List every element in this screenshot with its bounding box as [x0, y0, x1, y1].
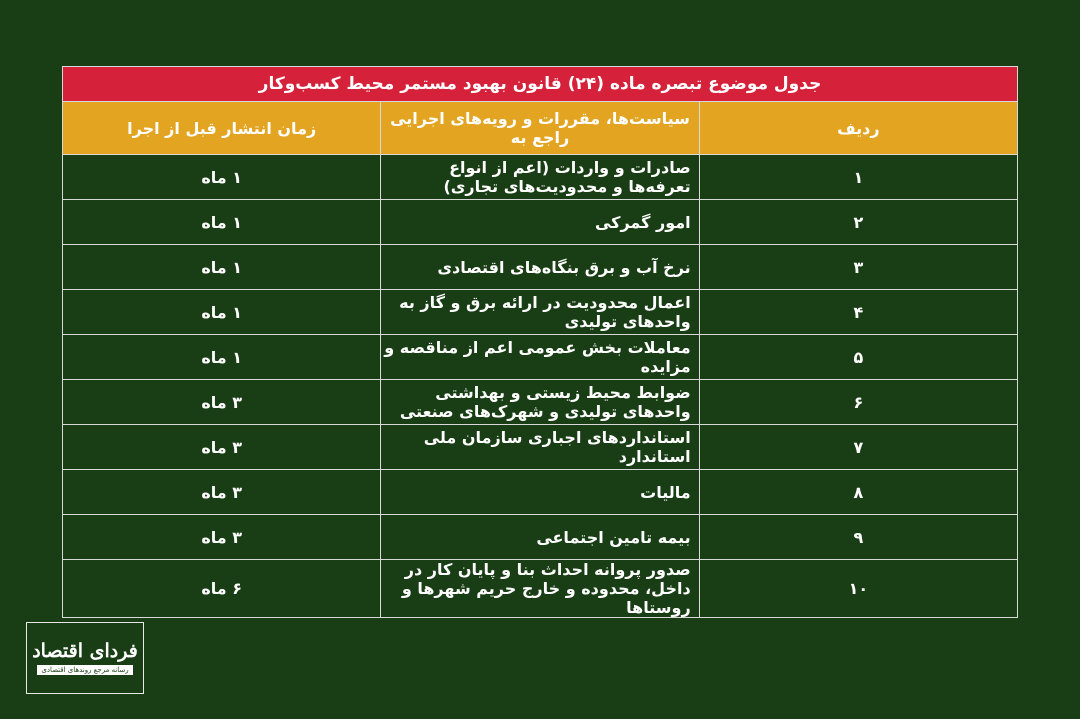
row-topic-cell: معاملات بخش عمومی اعم از مناقصه و مزایده [381, 335, 699, 380]
row-number-cell: ۷ [699, 425, 1017, 470]
row-topic-cell: نرخ آب و برق بنگاه‌های اقتصادی [381, 245, 699, 290]
row-time-cell: ۳ ماه [63, 470, 381, 515]
row-time-cell: ۶ ماه [63, 560, 381, 618]
table-row [63, 335, 1018, 380]
row-time-cell: ۱ ماه [63, 335, 381, 380]
table-row [63, 380, 1018, 425]
row-number-cell: ۴ [699, 290, 1017, 335]
table-row [63, 245, 1018, 290]
row-number-cell: ۵ [699, 335, 1017, 380]
table-row [63, 155, 1018, 200]
row-time-cell: ۳ ماه [63, 515, 381, 560]
header-topic: سیاست‌ها، مقررات و رویه‌های اجرایی راجع به [381, 102, 699, 155]
row-topic-cell: اعمال محدودیت در ارائه برق و گاز به واحدهای تولیدی [381, 290, 699, 335]
table-row [63, 515, 1018, 560]
table-header-row [63, 102, 1018, 155]
row-time-cell: ۱ ماه [63, 245, 381, 290]
row-time-cell: ۳ ماه [63, 425, 381, 470]
row-number-cell: ۱ [699, 155, 1017, 200]
row-topic-cell: صادرات و واردات (اعم از انواع تعرفه‌ها و محدودیت‌های تجاری) [381, 155, 699, 200]
table-title: جدول موضوع تبصره ماده (۲۴) قانون بهبود مستمر محیط کسب‌وکار [63, 67, 1018, 102]
table-row [63, 560, 1018, 618]
row-topic-cell: بیمه تامین اجتماعی [381, 515, 699, 560]
regulation-table [62, 66, 1018, 618]
logo-tagline: رسانه مرجع روندهای اقتصادی [37, 665, 132, 675]
table-row [63, 290, 1018, 335]
brand-logo [26, 622, 144, 694]
row-number-cell: ۲ [699, 200, 1017, 245]
row-topic-cell: امور گمرکی [381, 200, 699, 245]
row-number-cell: ۶ [699, 380, 1017, 425]
row-time-cell: ۳ ماه [63, 380, 381, 425]
regulation-table-container [62, 66, 1018, 618]
row-topic-cell: مالیات [381, 470, 699, 515]
table-row [63, 200, 1018, 245]
row-topic-cell: استانداردهای اجباری سازمان ملی استاندارد [381, 425, 699, 470]
row-number-cell: ۸ [699, 470, 1017, 515]
header-publish-time: زمان انتشار قبل از اجرا [63, 102, 381, 155]
row-number-cell: ۹ [699, 515, 1017, 560]
row-topic-cell: ضوابط محیط زیستی و بهداشتی واحدهای تولیدی و شهرک‌های صنعتی [381, 380, 699, 425]
row-topic-cell: صدور پروانه احداث بنا و پایان کار در داخل، محدوده و خارج حریم شهرها و روستاها [381, 560, 699, 618]
table-body [63, 155, 1018, 618]
header-row-number: ردیف [699, 102, 1017, 155]
table-row [63, 425, 1018, 470]
table-title-row [63, 67, 1018, 102]
table-row [63, 470, 1018, 515]
row-number-cell: ۱۰ [699, 560, 1017, 618]
row-time-cell: ۱ ماه [63, 200, 381, 245]
row-time-cell: ۱ ماه [63, 155, 381, 200]
logo-name: فردای اقتصاد [32, 639, 138, 662]
row-time-cell: ۱ ماه [63, 290, 381, 335]
row-number-cell: ۳ [699, 245, 1017, 290]
